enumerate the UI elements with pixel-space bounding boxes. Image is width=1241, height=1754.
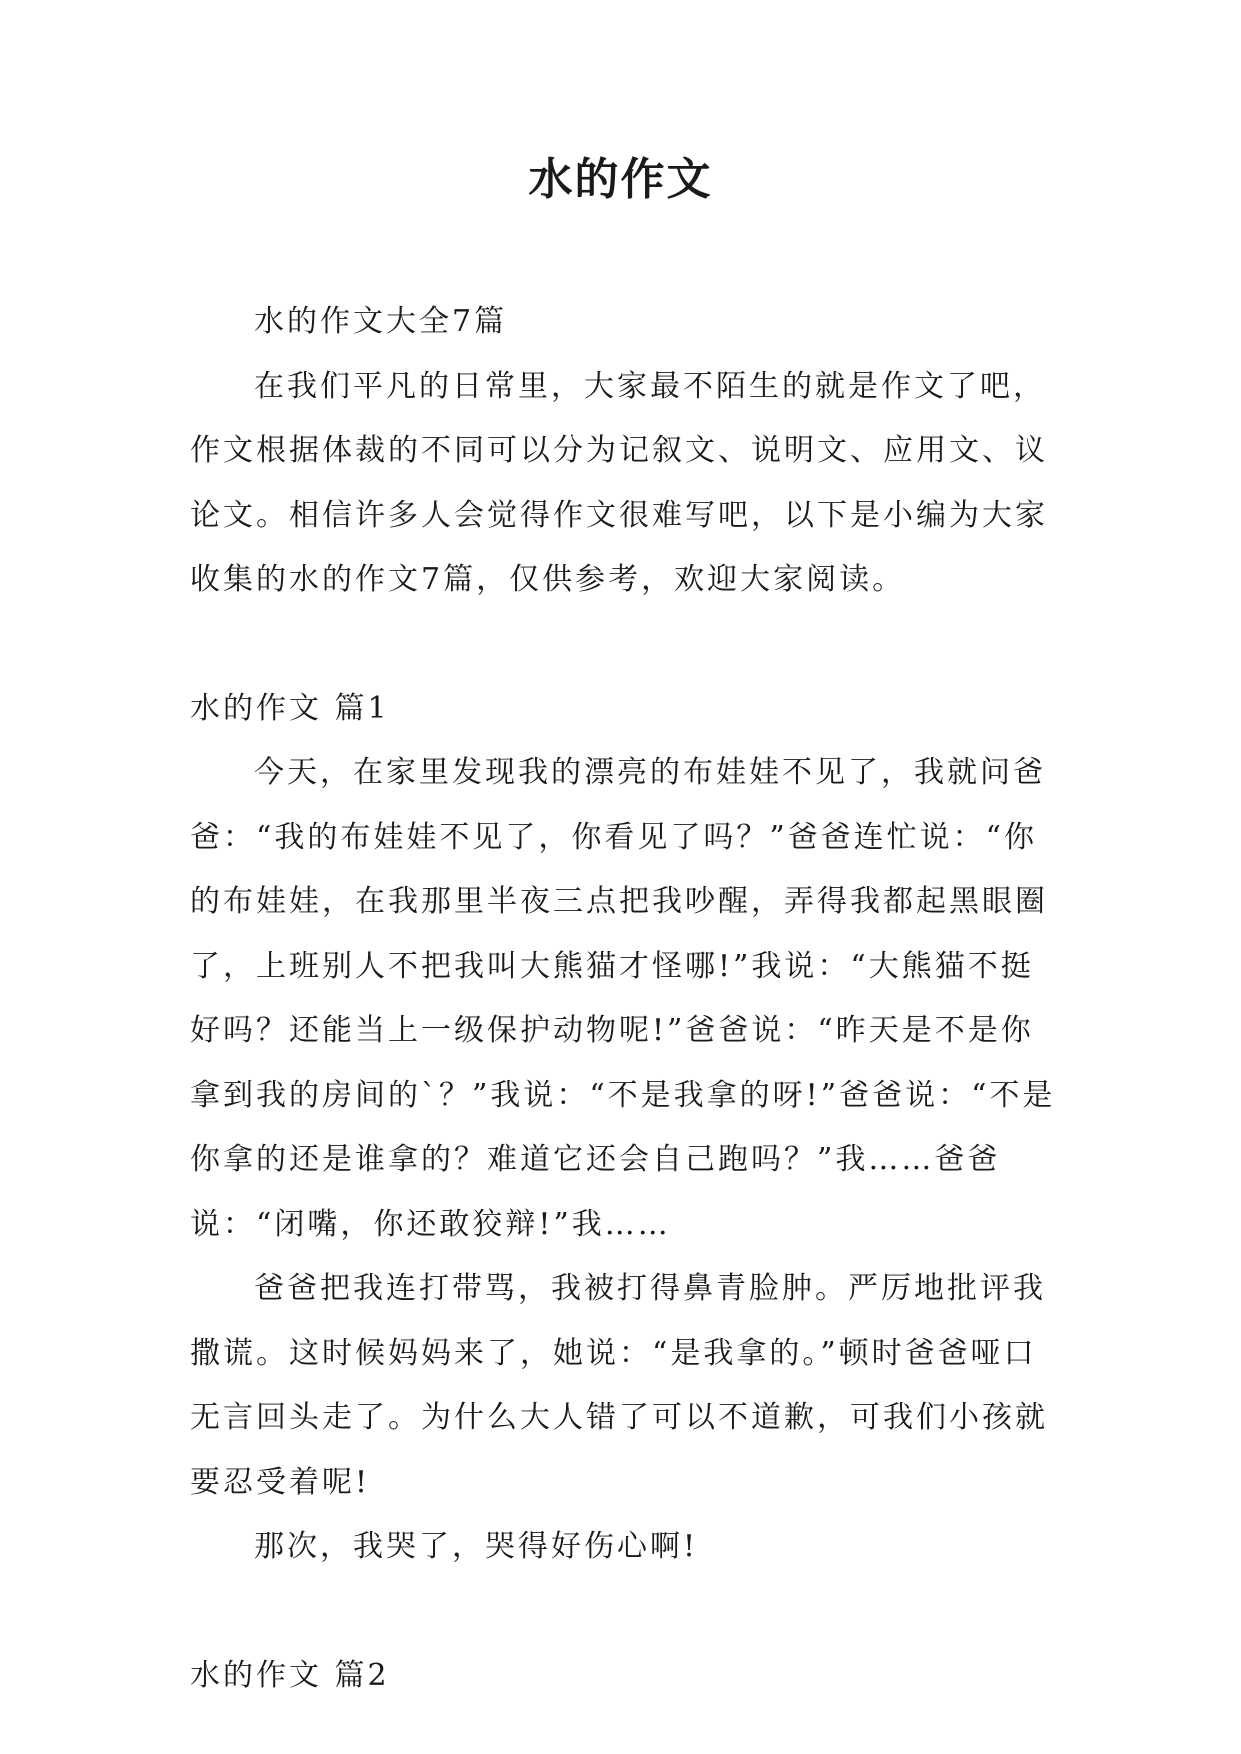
section-heading-1: 水的作文 篇1 bbox=[190, 690, 390, 726]
section-1-paragraph-2: 爸爸把我连打带骂，我被打得鼻青脸肿。严厉地批评我撒谎。这时候妈妈来了，她说：“是我拿的。”顿时爸爸哑口无言回头走了。为什么大人错了可以不道歉，可我们小孩就要忍受着呢! bbox=[190, 1271, 1048, 1500]
document-body bbox=[190, 290, 1060, 1708]
section-1-paragraph-1: 今天，在家里发现我的漂亮的布娃娃不见了，我就问爸爸：“我的布娃娃不见了，你看见了吗？”爸爸连忙说：“你的布娃娃，在我那里半夜三点把我吵醒，弄得我都起黑眼圈了，上班别人不把我叫大熊猫才怪哪!”我说：“大熊猫不挺好吗？还能当上一级保护动物呢!”爸爸说：“昨天是不是你拿到我的房间的`？”我说：“不是我拿的呀!”爸爸说：“不是你拿的还是谁拿的？难道它还会自己跑吗？”我……爸爸说：“闭嘴，你还敢狡辩!”我…… bbox=[190, 755, 1056, 1242]
intro-paragraph: 在我们平凡的日常里，大家最不陌生的就是作文了吧，作文根据体裁的不同可以分为记叙文、说明文、应用文、议论文。相信许多人会觉得作文很难写吧，以下是小编为大家收集的水的作文7篇，仅供参考，欢迎大家阅读。 bbox=[190, 368, 1048, 597]
section-heading-2: 水的作文 篇2 bbox=[190, 1657, 390, 1693]
document-subtitle: 水的作文大全7篇 bbox=[254, 304, 508, 339]
section-1-paragraph-3: 那次，我哭了，哭得好伤心啊! bbox=[254, 1529, 699, 1564]
document-title: 水的作文 bbox=[528, 154, 713, 205]
